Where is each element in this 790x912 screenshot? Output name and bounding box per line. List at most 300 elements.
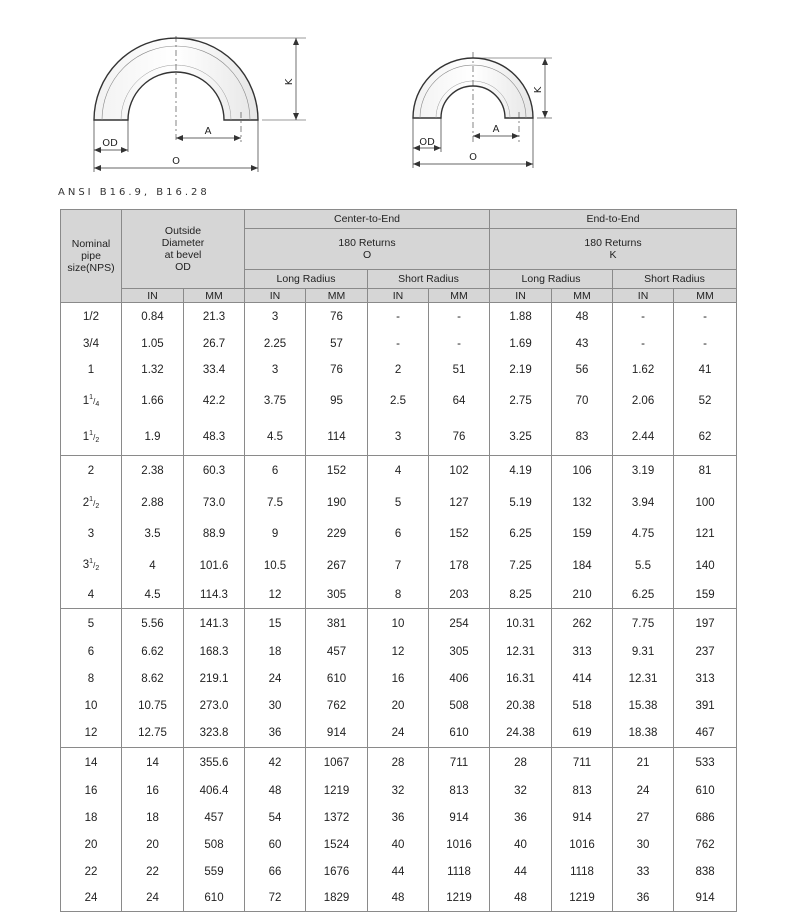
cell-k-sr-in: 1.62 (613, 357, 674, 383)
nominal-size-cell (61, 520, 122, 548)
cell-o-lr-mm: 57 (306, 331, 368, 357)
cell-od-in: 18 (122, 805, 184, 832)
cell-k-sr-in: 4.75 (613, 520, 674, 548)
cell-od-in: 0.84 (122, 303, 184, 332)
cell-o-sr-in: 2 (368, 357, 429, 383)
cell-o-lr-mm: 1829 (306, 886, 368, 912)
nominal-size-cell (61, 548, 122, 583)
diameter-label: Diameter (161, 237, 205, 249)
cell-k-lr-in: 10.31 (490, 609, 552, 640)
unit-in: IN (368, 289, 429, 303)
end-to-end-header: End-to-End (490, 210, 737, 229)
cell-k-lr-in: 7.25 (490, 548, 552, 583)
cell-o-sr-mm: 102 (429, 456, 490, 487)
cell-o-lr-in: 48 (245, 778, 306, 805)
table-row (61, 486, 737, 520)
cell-od-in: 12.75 (122, 720, 184, 748)
cell-k-sr-mm: 140 (674, 548, 737, 583)
cell-od-mm: 273.0 (184, 693, 245, 720)
table-row (61, 583, 737, 609)
fraction-numerator: 1 (89, 558, 94, 565)
od-dimension-label: OD (102, 138, 118, 149)
cell-k-lr-in: 2.19 (490, 357, 552, 383)
cell-o-lr-in: 60 (245, 832, 306, 859)
cell-k-lr-in: 12.31 (490, 639, 552, 666)
cell-k-lr-in: 6.25 (490, 520, 552, 548)
fraction-slash: / (93, 397, 96, 406)
table-row (61, 886, 737, 912)
cell-k-lr-in: 40 (490, 832, 552, 859)
nominal-size-value: 6 (87, 646, 95, 658)
cell-k-sr-in: 24 (613, 778, 674, 805)
cell-o-sr-mm: - (429, 303, 490, 332)
cell-o-sr-mm: 127 (429, 486, 490, 520)
table-row (61, 720, 737, 748)
nominal-size-cell (61, 303, 122, 332)
cell-k-lr-mm: 43 (552, 331, 613, 357)
nominal-size-label: Nominal pipe size(NPS) (67, 238, 115, 274)
cell-k-sr-mm: 159 (674, 583, 737, 609)
k-dimension-label: K (284, 78, 295, 86)
unit-in: IN (490, 289, 552, 303)
nominal-size-cell (61, 832, 122, 859)
cell-o-sr-in: 44 (368, 859, 429, 886)
cell-k-lr-mm: 414 (552, 666, 613, 693)
cell-k-lr-mm: 1016 (552, 832, 613, 859)
cell-od-in: 1.05 (122, 331, 184, 357)
nominal-size-cell (61, 583, 122, 609)
returns-k-label: 180 Returns (584, 237, 642, 249)
k-dimension-label: K (533, 86, 544, 94)
cell-o-lr-mm: 114 (306, 419, 368, 456)
unit-mm: MM (184, 289, 245, 303)
cell-k-sr-in: 33 (613, 859, 674, 886)
cell-o-sr-in: 5 (368, 486, 429, 520)
nominal-size-value: 3/4 (83, 338, 99, 350)
o-symbol: O (362, 249, 372, 261)
table-row (61, 383, 737, 419)
cell-k-sr-mm: 533 (674, 748, 737, 779)
cell-od-in: 1.32 (122, 357, 184, 383)
cell-od-mm: 406.4 (184, 778, 245, 805)
cell-od-mm: 48.3 (184, 419, 245, 456)
cell-k-lr-mm: 711 (552, 748, 613, 779)
fraction-numerator: 1 (89, 394, 94, 401)
cell-od-in: 2.38 (122, 456, 184, 487)
dimension-table-body (61, 303, 737, 912)
cell-o-sr-in: 12 (368, 639, 429, 666)
cell-o-sr-mm: - (429, 331, 490, 357)
cell-k-lr-mm: 1118 (552, 859, 613, 886)
cell-od-in: 5.56 (122, 609, 184, 640)
nominal-size-value: 2 (87, 465, 95, 477)
fraction-slash: / (93, 561, 96, 570)
returns-o-header (245, 229, 490, 270)
cell-od-mm: 101.6 (184, 548, 245, 583)
cell-od-in: 16 (122, 778, 184, 805)
cell-k-sr-in: 9.31 (613, 639, 674, 666)
cell-k-lr-in: 48 (490, 886, 552, 912)
cell-o-sr-in: 36 (368, 805, 429, 832)
cell-k-sr-mm: 237 (674, 639, 737, 666)
cell-o-lr-in: 30 (245, 693, 306, 720)
cell-o-lr-in: 3 (245, 357, 306, 383)
cell-o-sr-mm: 178 (429, 548, 490, 583)
cell-k-sr-in: 3.94 (613, 486, 674, 520)
cell-o-lr-mm: 76 (306, 357, 368, 383)
cell-o-sr-mm: 711 (429, 748, 490, 779)
cell-k-sr-mm: 62 (674, 419, 737, 456)
nominal-size-value: 22 (84, 866, 98, 878)
cell-o-lr-in: 2.25 (245, 331, 306, 357)
cell-od-mm: 60.3 (184, 456, 245, 487)
cell-o-lr-in: 12 (245, 583, 306, 609)
cell-od-mm: 559 (184, 859, 245, 886)
unit-in: IN (613, 289, 674, 303)
cell-o-sr-mm: 1219 (429, 886, 490, 912)
nominal-size-cell (61, 805, 122, 832)
cell-k-sr-mm: 914 (674, 886, 737, 912)
unit-mm: MM (674, 289, 737, 303)
k-symbol: K (609, 249, 617, 261)
cell-k-sr-mm: 313 (674, 666, 737, 693)
nominal-size-cell (61, 383, 122, 419)
unit-mm: MM (552, 289, 613, 303)
table-row (61, 693, 737, 720)
fraction-denominator: 2 (95, 565, 100, 572)
table-row (61, 548, 737, 583)
cell-k-sr-in: 6.25 (613, 583, 674, 609)
nominal-size-value: 18 (84, 812, 98, 824)
cell-od-mm: 33.4 (184, 357, 245, 383)
cell-k-lr-mm: 159 (552, 520, 613, 548)
table-row (61, 303, 737, 332)
cell-k-lr-in: 20.38 (490, 693, 552, 720)
fraction-numerator: 1 (89, 496, 94, 503)
cell-k-lr-mm: 262 (552, 609, 613, 640)
fraction-numerator: 1 (89, 430, 94, 437)
cell-k-lr-mm: 184 (552, 548, 613, 583)
cell-k-lr-in: 8.25 (490, 583, 552, 609)
unit-in: IN (122, 289, 184, 303)
o-long-radius-header: Long Radius (245, 270, 368, 289)
cell-od-in: 24 (122, 886, 184, 912)
cell-o-sr-mm: 610 (429, 720, 490, 748)
nominal-size-value: 1 (87, 364, 95, 376)
nominal-size-header (61, 210, 122, 303)
nominal-size-value: 1/2 (83, 311, 99, 323)
nominal-size-value: 16 (84, 785, 98, 797)
cell-o-sr-in: 32 (368, 778, 429, 805)
table-row (61, 456, 737, 487)
cell-o-lr-mm: 1524 (306, 832, 368, 859)
cell-o-lr-in: 4.5 (245, 419, 306, 456)
cell-k-sr-in: 27 (613, 805, 674, 832)
nominal-size-value: 5 (87, 618, 95, 630)
cell-k-sr-in: 12.31 (613, 666, 674, 693)
cell-k-lr-in: 2.75 (490, 383, 552, 419)
nominal-size-cell (61, 419, 122, 456)
nominal-size-value: 1 (82, 395, 90, 407)
table-row (61, 666, 737, 693)
cell-od-mm: 323.8 (184, 720, 245, 748)
table-row (61, 357, 737, 383)
cell-o-sr-in: 6 (368, 520, 429, 548)
cell-k-lr-mm: 48 (552, 303, 613, 332)
nominal-size-cell (61, 886, 122, 912)
cell-o-lr-in: 24 (245, 666, 306, 693)
cell-k-lr-in: 24.38 (490, 720, 552, 748)
table-row (61, 419, 737, 456)
cell-od-in: 4 (122, 548, 184, 583)
cell-k-lr-mm: 83 (552, 419, 613, 456)
cell-od-in: 6.62 (122, 639, 184, 666)
cell-o-lr-mm: 1676 (306, 859, 368, 886)
cell-k-sr-in: - (613, 331, 674, 357)
cell-o-sr-in: 16 (368, 666, 429, 693)
cell-o-sr-in: 24 (368, 720, 429, 748)
nominal-size-cell (61, 357, 122, 383)
cell-o-lr-in: 72 (245, 886, 306, 912)
cell-o-sr-in: 7 (368, 548, 429, 583)
cell-od-in: 14 (122, 748, 184, 779)
cell-o-lr-mm: 762 (306, 693, 368, 720)
cell-od-mm: 114.3 (184, 583, 245, 609)
k-long-radius-header: Long Radius (490, 270, 613, 289)
cell-k-lr-in: 16.31 (490, 666, 552, 693)
cell-k-sr-in: 2.44 (613, 419, 674, 456)
cell-o-lr-mm: 457 (306, 639, 368, 666)
od-dimension-label: OD (419, 137, 435, 148)
cell-o-sr-mm: 305 (429, 639, 490, 666)
cell-k-lr-in: 5.19 (490, 486, 552, 520)
cell-k-sr-in: 7.75 (613, 609, 674, 640)
a-dimension-label: A (492, 124, 500, 135)
cell-o-lr-in: 10.5 (245, 548, 306, 583)
cell-k-sr-mm: - (674, 303, 737, 332)
cell-k-lr-mm: 619 (552, 720, 613, 748)
cell-o-sr-mm: 914 (429, 805, 490, 832)
cell-o-lr-in: 42 (245, 748, 306, 779)
cell-o-sr-in: 28 (368, 748, 429, 779)
cell-o-sr-in: 3 (368, 419, 429, 456)
table-row (61, 520, 737, 548)
cell-o-lr-in: 66 (245, 859, 306, 886)
cell-k-lr-in: 36 (490, 805, 552, 832)
cell-od-mm: 141.3 (184, 609, 245, 640)
cell-o-lr-in: 3 (245, 303, 306, 332)
cell-o-lr-in: 9 (245, 520, 306, 548)
k-short-radius-header: Short Radius (613, 270, 737, 289)
standard-reference: ANSI B16.9, B16.28 (58, 187, 210, 198)
fraction-denominator: 2 (95, 503, 100, 510)
table-row (61, 805, 737, 832)
cell-o-sr-mm: 203 (429, 583, 490, 609)
cell-o-lr-mm: 267 (306, 548, 368, 583)
cell-o-lr-mm: 190 (306, 486, 368, 520)
cell-k-sr-in: 21 (613, 748, 674, 779)
cell-o-sr-in: 2.5 (368, 383, 429, 419)
returns-o-label: 180 Returns (338, 237, 396, 249)
nominal-size-value: 10 (84, 700, 98, 712)
cell-o-sr-mm: 1016 (429, 832, 490, 859)
cell-o-sr-in: - (368, 331, 429, 357)
nominal-size-cell (61, 609, 122, 640)
cell-o-sr-mm: 152 (429, 520, 490, 548)
cell-k-sr-mm: - (674, 331, 737, 357)
nominal-size-value: 3 (82, 559, 90, 571)
cell-k-sr-in: 15.38 (613, 693, 674, 720)
nominal-size-cell (61, 778, 122, 805)
cell-k-lr-mm: 813 (552, 778, 613, 805)
cell-o-lr-in: 18 (245, 639, 306, 666)
cell-od-in: 8.62 (122, 666, 184, 693)
cell-o-sr-mm: 51 (429, 357, 490, 383)
cell-k-lr-in: 3.25 (490, 419, 552, 456)
nominal-size-cell (61, 456, 122, 487)
cell-k-lr-in: 1.69 (490, 331, 552, 357)
cell-o-lr-mm: 95 (306, 383, 368, 419)
nominal-size-cell (61, 639, 122, 666)
cell-k-sr-mm: 52 (674, 383, 737, 419)
cell-k-sr-mm: 100 (674, 486, 737, 520)
nominal-size-cell (61, 859, 122, 886)
cell-k-lr-in: 1.88 (490, 303, 552, 332)
cell-k-lr-mm: 518 (552, 693, 613, 720)
fraction-slash: / (93, 433, 96, 442)
cell-k-lr-mm: 70 (552, 383, 613, 419)
cell-o-lr-mm: 229 (306, 520, 368, 548)
cell-o-sr-mm: 813 (429, 778, 490, 805)
table-row (61, 778, 737, 805)
cell-od-in: 2.88 (122, 486, 184, 520)
nominal-size-cell (61, 331, 122, 357)
cell-o-sr-mm: 1118 (429, 859, 490, 886)
cell-k-sr-mm: 391 (674, 693, 737, 720)
cell-k-sr-mm: 467 (674, 720, 737, 748)
cell-o-sr-in: 20 (368, 693, 429, 720)
nominal-size-value: 14 (84, 757, 98, 769)
returns-k-header (490, 229, 737, 270)
nominal-size-value: 20 (84, 839, 98, 851)
center-to-end-header: Center-to-End (245, 210, 490, 229)
cell-od-mm: 42.2 (184, 383, 245, 419)
cell-k-lr-in: 4.19 (490, 456, 552, 487)
cell-od-mm: 21.3 (184, 303, 245, 332)
cell-k-lr-mm: 132 (552, 486, 613, 520)
nominal-size-cell (61, 693, 122, 720)
fraction-denominator: 2 (95, 437, 100, 444)
dimension-table (60, 209, 737, 912)
o-dimension-label: O (469, 152, 477, 163)
cell-o-lr-in: 7.5 (245, 486, 306, 520)
outside-diameter-header (122, 210, 245, 289)
unit-mm: MM (429, 289, 490, 303)
cell-k-lr-mm: 106 (552, 456, 613, 487)
table-row (61, 331, 737, 357)
nominal-size-cell (61, 666, 122, 693)
nominal-size-value: 12 (84, 727, 98, 739)
cell-k-sr-mm: 121 (674, 520, 737, 548)
cell-k-sr-mm: 197 (674, 609, 737, 640)
o-dimension-label: O (172, 156, 180, 167)
unit-header-row (61, 289, 737, 303)
short-radius-elbow (413, 52, 552, 168)
cell-k-lr-mm: 210 (552, 583, 613, 609)
nominal-size-value: 24 (84, 892, 98, 904)
outside-label: Outside (164, 225, 202, 237)
cell-od-mm: 355.6 (184, 748, 245, 779)
cell-od-mm: 88.9 (184, 520, 245, 548)
cell-o-sr-mm: 508 (429, 693, 490, 720)
cell-k-sr-in: 30 (613, 832, 674, 859)
table-row (61, 748, 737, 779)
cell-o-lr-in: 36 (245, 720, 306, 748)
cell-o-lr-mm: 305 (306, 583, 368, 609)
cell-k-sr-in: 5.5 (613, 548, 674, 583)
cell-o-lr-mm: 1372 (306, 805, 368, 832)
cell-o-lr-mm: 1219 (306, 778, 368, 805)
nominal-size-value: 3 (87, 528, 95, 540)
cell-od-in: 10.75 (122, 693, 184, 720)
cell-k-sr-mm: 81 (674, 456, 737, 487)
return-elbow-drawing (0, 0, 790, 180)
cell-k-sr-mm: 838 (674, 859, 737, 886)
cell-k-lr-mm: 1219 (552, 886, 613, 912)
table-row (61, 859, 737, 886)
cell-o-lr-mm: 914 (306, 720, 368, 748)
nominal-size-value: 2 (82, 497, 90, 509)
cell-o-lr-in: 6 (245, 456, 306, 487)
table-row (61, 639, 737, 666)
cell-k-sr-in: 18.38 (613, 720, 674, 748)
nominal-size-value: 8 (87, 673, 95, 685)
cell-o-sr-in: - (368, 303, 429, 332)
cell-o-lr-mm: 1067 (306, 748, 368, 779)
cell-od-in: 4.5 (122, 583, 184, 609)
cell-k-sr-in: 36 (613, 886, 674, 912)
cell-o-sr-mm: 254 (429, 609, 490, 640)
cell-k-lr-in: 28 (490, 748, 552, 779)
od-label: OD (175, 261, 191, 273)
cell-o-sr-in: 48 (368, 886, 429, 912)
cell-o-sr-in: 8 (368, 583, 429, 609)
unit-mm: MM (306, 289, 368, 303)
nominal-size-cell (61, 720, 122, 748)
cell-o-sr-mm: 406 (429, 666, 490, 693)
cell-o-sr-in: 10 (368, 609, 429, 640)
cell-k-sr-mm: 610 (674, 778, 737, 805)
cell-od-mm: 26.7 (184, 331, 245, 357)
cell-od-mm: 219.1 (184, 666, 245, 693)
cell-k-lr-mm: 313 (552, 639, 613, 666)
cell-od-mm: 168.3 (184, 639, 245, 666)
cell-k-lr-mm: 914 (552, 805, 613, 832)
cell-od-in: 3.5 (122, 520, 184, 548)
cell-k-sr-in: 2.06 (613, 383, 674, 419)
cell-o-lr-mm: 76 (306, 303, 368, 332)
cell-o-lr-in: 3.75 (245, 383, 306, 419)
cell-od-in: 20 (122, 832, 184, 859)
long-radius-elbow (94, 36, 306, 172)
cell-od-in: 1.9 (122, 419, 184, 456)
cell-k-sr-mm: 686 (674, 805, 737, 832)
at-bevel-label: at bevel (164, 249, 202, 261)
unit-in: IN (245, 289, 306, 303)
cell-k-sr-in: - (613, 303, 674, 332)
cell-o-sr-mm: 76 (429, 419, 490, 456)
table-row (61, 832, 737, 859)
